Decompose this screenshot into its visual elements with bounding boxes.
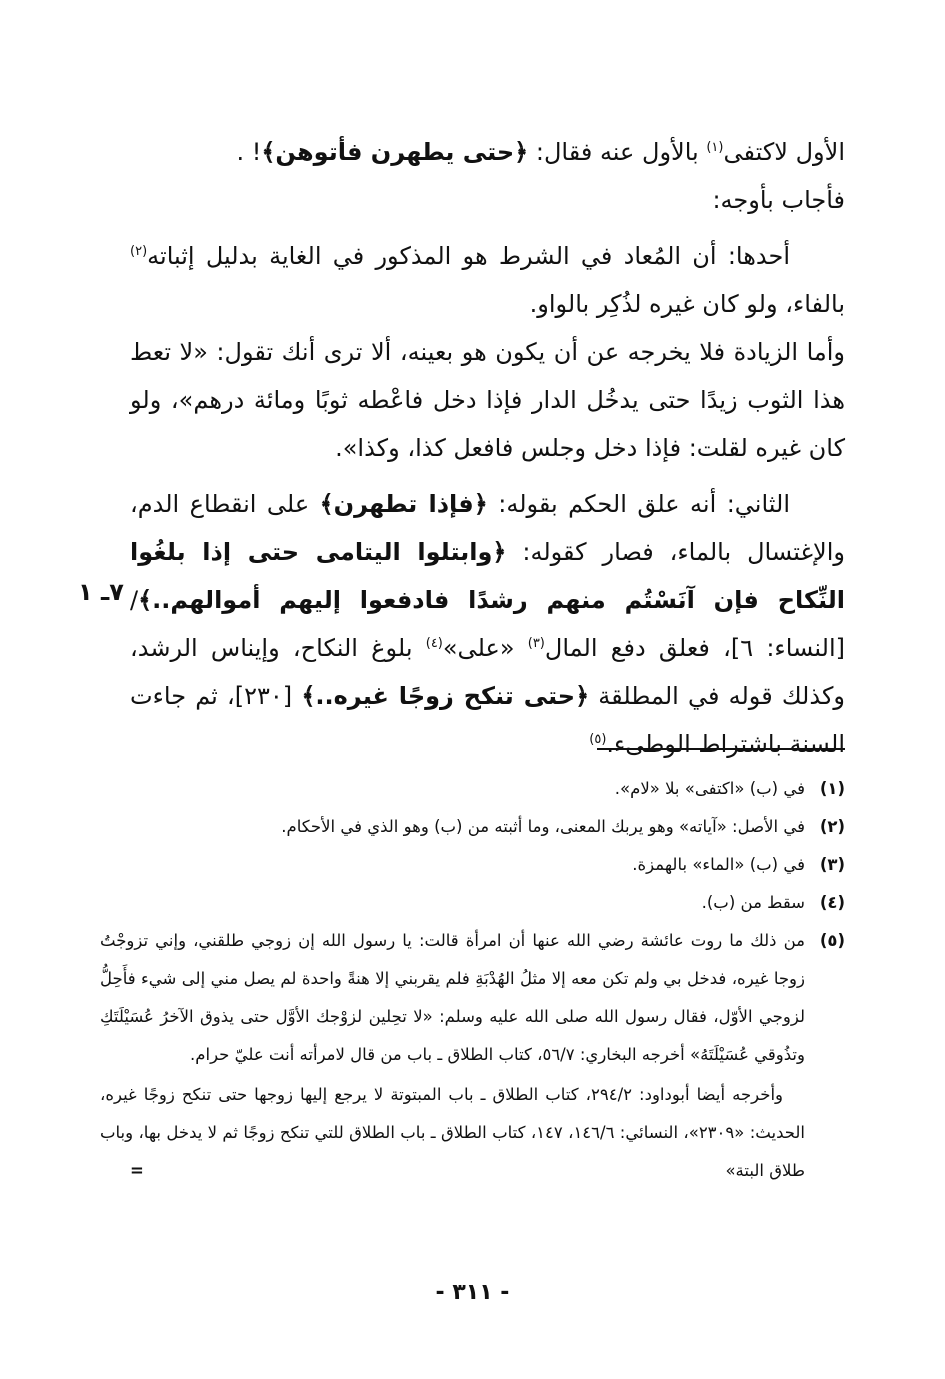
quran-quote: ﴿حتى يطهرن فأتوهن﴾	[261, 138, 529, 166]
footnote-number: (٢)	[819, 817, 845, 836]
text-run: بلوغ النكاح، وإيناس الرشد، وكذلك قوله في المطلقة	[130, 634, 845, 710]
footnote-text: سقط من (ب).	[701, 893, 805, 912]
footnote-4	[100, 884, 845, 922]
footnotes	[100, 770, 845, 1190]
text-run: ! .	[236, 138, 262, 166]
footnote-text: وأخرجه أيضا أبوداود: ٢٩٤/٢، كتاب الطلاق ـ باب المبتوتة لا يرجع إليها زوجها حتى تنكح زوجًا غيره، الحديث: «٢٣٠٩»، النسائي: ١٤٦/٦، ١٤٧، كتاب الطلاق ـ باب الطلاق للتي تنكح زوجًا ثم لا يدخل بها، وباب طلاق البتة»	[100, 1085, 805, 1180]
paragraph-5	[130, 480, 845, 768]
footnote-ref-4[interactable]: (٤)	[425, 636, 443, 651]
footnote-3	[100, 846, 845, 884]
footnote-ref-5[interactable]: (٥)	[589, 732, 607, 747]
paragraph-2: فأجاب بأوجه:	[712, 186, 845, 214]
footnote-number: (٥)	[819, 931, 845, 950]
footnote-text: من ذلك ما روت عائشة رضي الله عنها أن امرأة قالت: يا رسول الله إن زوجي طلقني، وإني تزوجْتُ زوجا غيره، فدخل بي ولم تكن معه إلا مثلُ الهُدْبَةِ فلم يقربني إلا هنةً واحدة لم يصل مني إلى شيء فأَحِلُّ لزوجي الأوّل، فقال رسول الله صلى الله عليه وسلم: «لا تحِلين لزوْجك الأوَّل حتى يذوق الآخرُ عُسَيْلَتَكِ وتذُوقي عُسَيْلَتَهُ» أخرجه البخاري: ٥٦/٧، كتاب الطلاق ـ باب من قال لامرأته أنت عليّ حرام.	[100, 931, 805, 1064]
paragraph-1	[130, 128, 845, 176]
text-run: على انقطاع الدم، والإغتسال بالماء، فصار كقوله:	[130, 490, 845, 566]
paragraph-3	[130, 232, 845, 328]
text-run: الثاني: أنه علق الحكم بقوله:	[487, 490, 790, 518]
text-run: الأول لاكتفى	[723, 138, 845, 166]
footnote-number: (١)	[819, 779, 845, 798]
footnote-number: (٣)	[819, 855, 845, 874]
text-run: [٢٣٠]، ثم جاءت السنة باشتراط الوطىء.	[130, 682, 845, 758]
quran-quote: ﴿حتى تنكح زوجًا غيره..﴾	[301, 682, 590, 710]
footnote-divider	[597, 748, 845, 750]
text-run: «على»	[442, 634, 528, 662]
text-run: بالأول عنه فقال:	[528, 138, 707, 166]
footnote-text: في (ب) «الماء» بالهمزة.	[632, 855, 805, 874]
footnote-ref-1[interactable]: (١)	[706, 140, 724, 155]
footnote-ref-2[interactable]: (٢)	[130, 244, 148, 259]
text-run: بالفاء، ولو كان غيره لذُكِر بالواو.	[529, 290, 845, 318]
footnote-5-continuation	[100, 1076, 805, 1190]
continuation-mark: =	[130, 1161, 144, 1180]
paragraph-4: وأما الزيادة فلا يخرجه عن أن يكون هو بعينه، ألا ترى أنك تقول: «لا تعط هذا الثوب زيدًا حتى يدخُل الدار فإذا دخل فاعْطه ثوبًا ومائة درهم»، ولو كان غيره لقلت: فإذا دخل وجلس فافعل كذا، وكذا».	[130, 338, 845, 462]
text-run: / [النساء: ٦]، فعلق دفع المال	[130, 586, 845, 662]
margin-folio-reference: ٧ـ ١	[78, 578, 124, 606]
footnote-ref-3[interactable]: (٣)	[527, 636, 545, 651]
footnote-text: في الأصل: «آياته» وهو يربك المعنى، وما أثبته من (ب) وهو الذي في الأحكام.	[281, 817, 805, 836]
footnote-1	[100, 770, 845, 808]
quran-quote: ﴿وابتلوا اليتامى حتى إذا بلغُوا النِّكاح فإن آنَسْتُم منهم رشدًا فادفعوا إليهم أموالهم..﴾	[130, 538, 845, 614]
main-text	[130, 128, 845, 768]
footnote-number: (٤)	[819, 893, 845, 912]
page-number: - ٣١١ -	[435, 1280, 510, 1305]
text-run: أحدها: أن المُعاد في الشرط هو المذكور في الغاية بدليل إثباته	[147, 242, 790, 270]
quran-quote: ﴿فإذا تطهرن﴾	[319, 490, 488, 518]
footnote-2	[100, 808, 845, 846]
footnote-5	[100, 922, 845, 1074]
footnote-text: في (ب) «اكتفى» بلا «لام».	[614, 779, 805, 798]
